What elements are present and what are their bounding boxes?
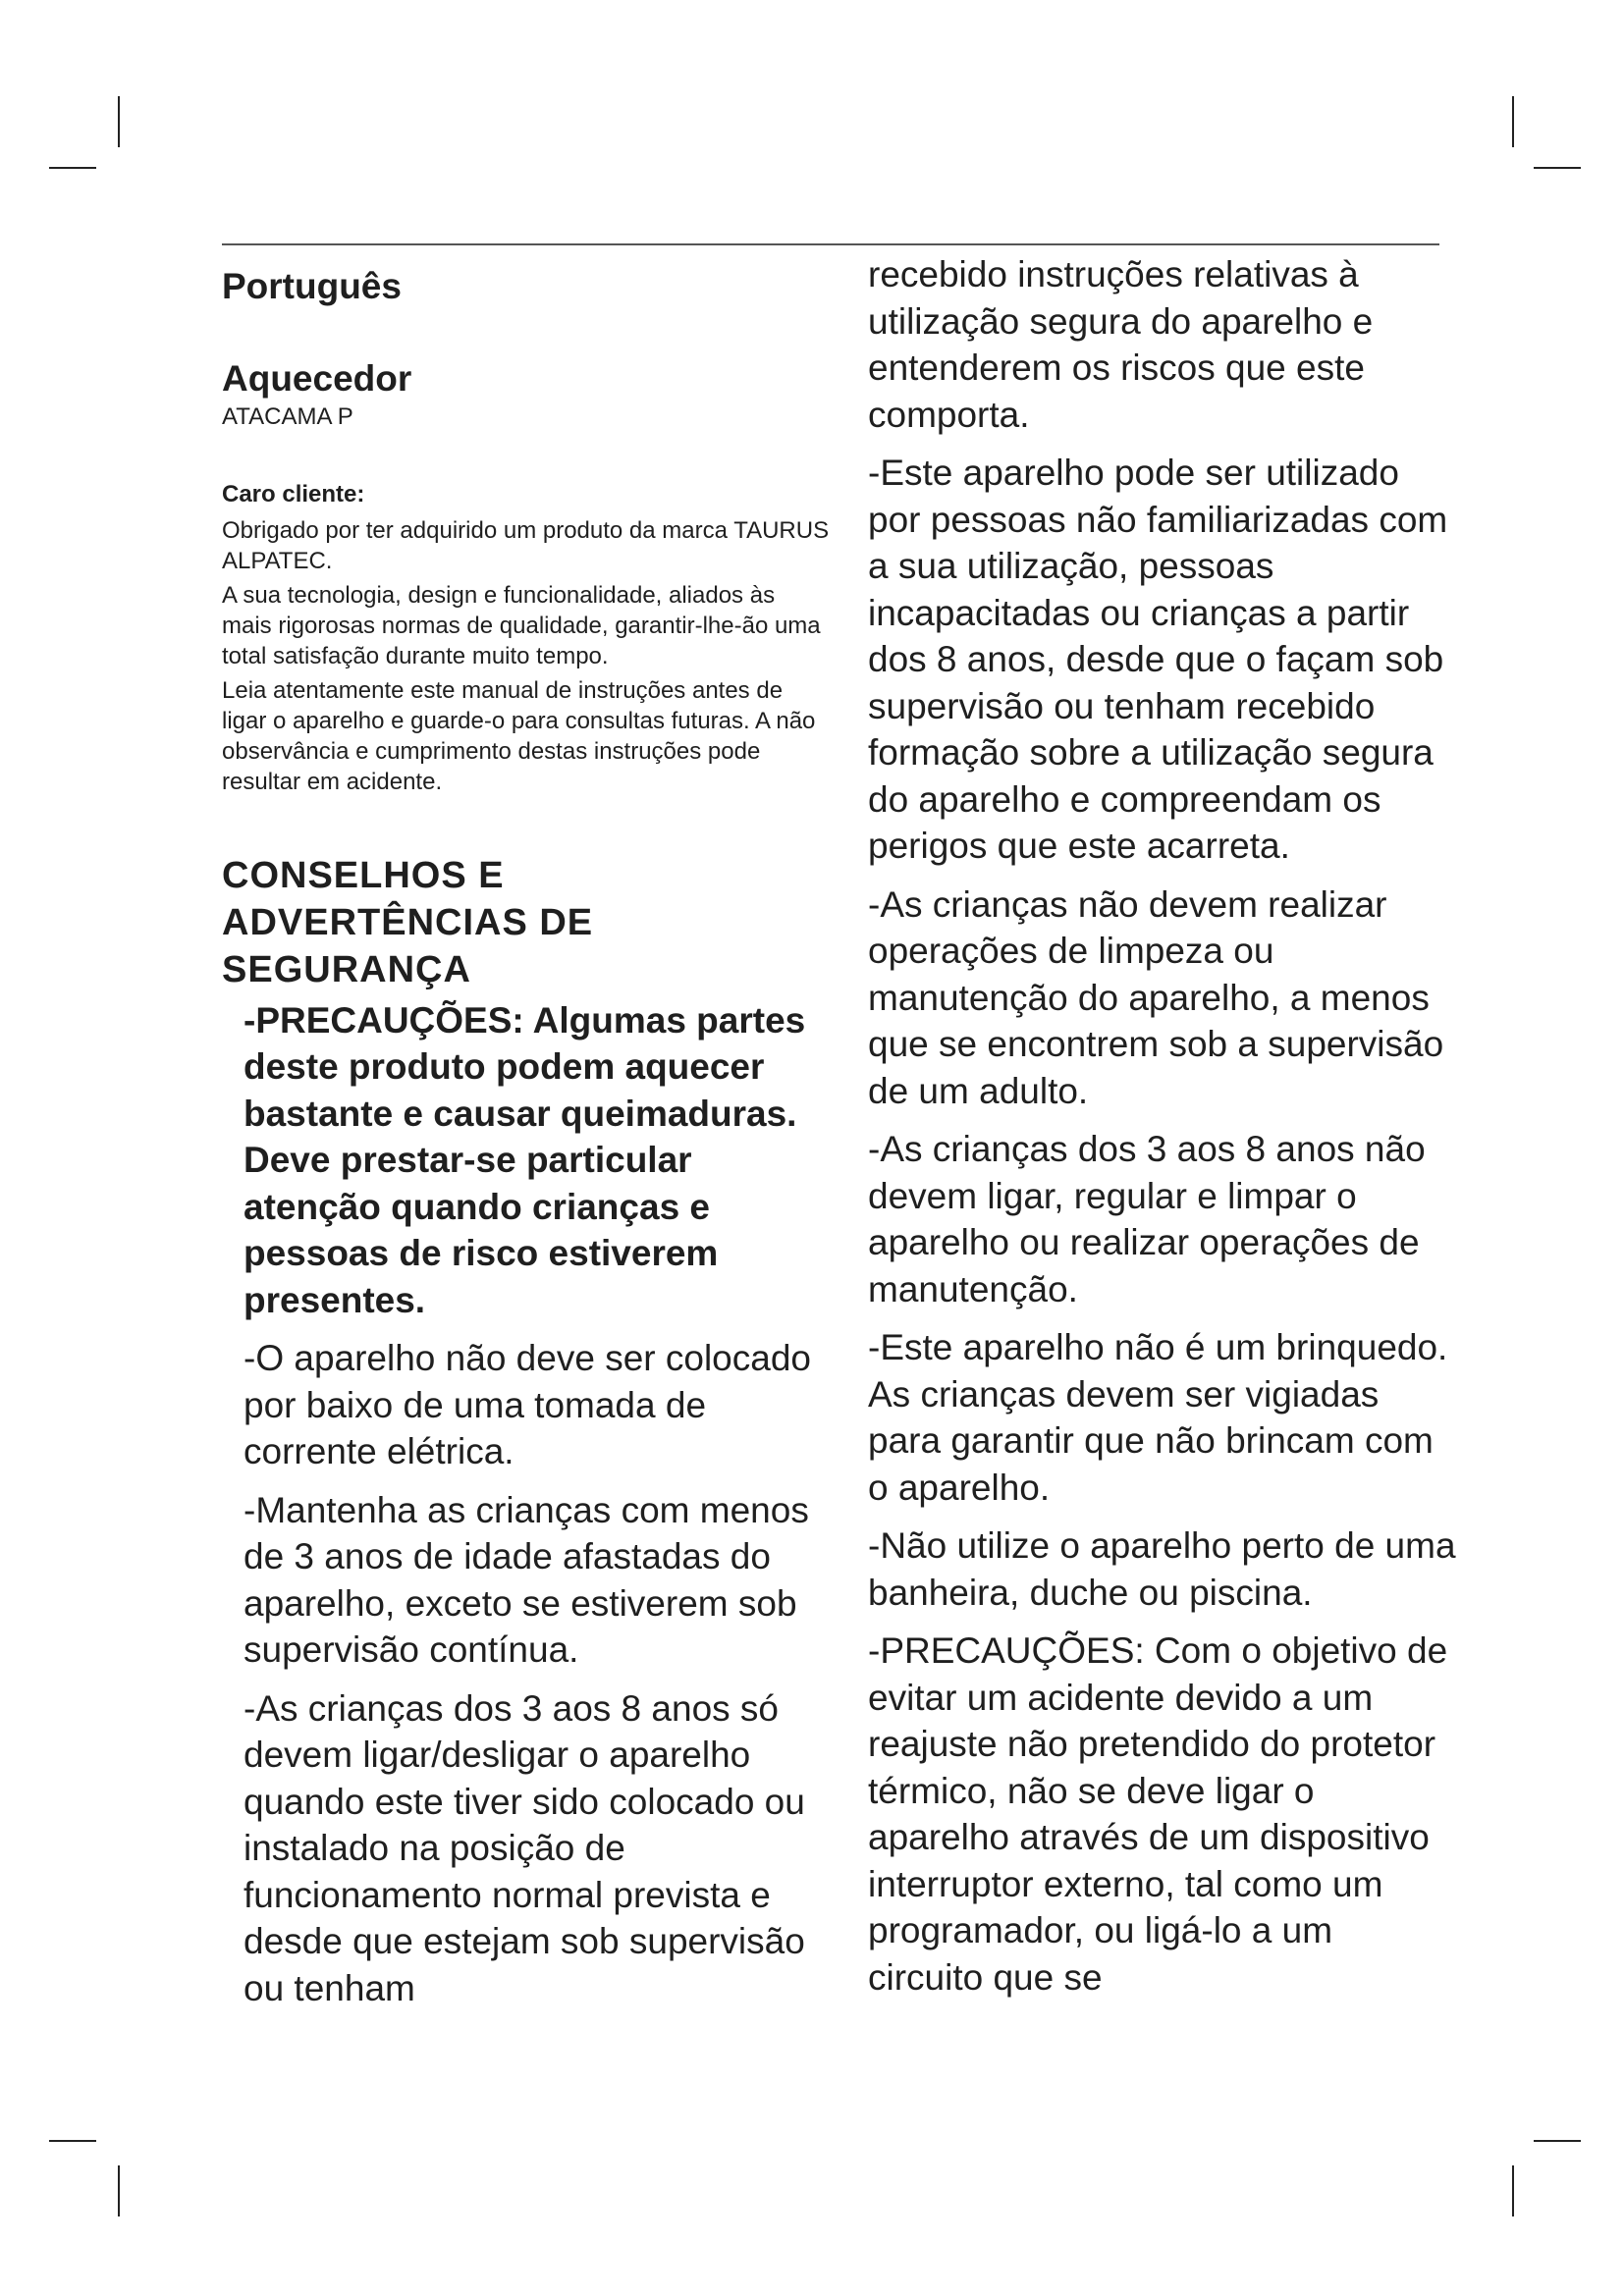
left-column	[222, 257, 831, 2023]
safety-item: -As crianças não devem realizar operações de limpeza ou manutenção do aparelho, a menos que se encontrem sob a supervisão de um adulto.	[868, 883, 1444, 1111]
crop-mark-top-right-horizontal	[1534, 167, 1581, 169]
safety-item: -As crianças dos 3 aos 8 anos só devem ligar/desligar o aparelho quando este tiver sido colocado ou instalado na posição de funcionamento normal prevista e desde que estejam sob supervisão ou tenham	[244, 1687, 805, 2008]
crop-mark-top-right-vertical	[1512, 96, 1514, 147]
crop-mark-top-left-horizontal	[49, 167, 96, 169]
safety-item: -Este aparelho pode ser utilizado por pessoas não familiarizadas com a sua utilização, pessoas incapacitadas ou crianças a partir dos 8 anos, desde que o façam sob supervisão ou tenham recebido formação sobre a utilização segura do aparelho e compreendam os perigos que este acarreta.	[868, 453, 1448, 866]
crop-mark-bottom-left-vertical	[118, 2165, 120, 2216]
safety-item: -Mantenha as crianças com menos de 3 anos de idade afastadas do aparelho, exceto se estiverem sob supervisão contínua.	[244, 1489, 809, 1671]
model-name: ATACAMA P	[222, 402, 353, 430]
crop-mark-bottom-left-horizontal	[49, 2140, 96, 2142]
crop-mark-top-left-vertical	[118, 96, 120, 147]
language-heading: Português	[222, 266, 402, 306]
safety-item: -PRECAUÇÕES: Com o objetivo de evitar um acidente devido a um reajuste não pretendido do protetor térmico, não se deve ligar o aparelho através de um dispositivo interruptor externo, tal como um programador, ou ligá-lo a um circuito que se	[868, 1630, 1448, 1998]
intro-paragraph: A sua tecnologia, design e funcionalidade, aliados às mais rigorosas normas de qualidade, garantir-lhe-ão uma total satisfação durante muito tempo.	[222, 581, 821, 669]
safety-item: -Não utilize o aparelho perto de uma banheira, duche ou piscina.	[868, 1525, 1456, 1613]
product-title: Aquecedor	[222, 358, 412, 400]
intro-paragraph: Obrigado por ter adquirido um produto da marca TAURUS ALPATEC.	[222, 516, 830, 574]
safety-item: -As crianças dos 3 aos 8 anos não devem ligar, regular e limpar o aparelho ou realizar operações de manutenção.	[868, 1129, 1426, 1309]
safety-item: recebido instruções relativas à utilização segura do aparelho e entenderem os riscos que este comporta.	[868, 254, 1374, 435]
safety-item: -PRECAUÇÕES: Algumas partes deste produto podem aquecer bastante e causar queimaduras. Deve prestar-se particular atenção quando crianças e pessoas de risco estiverem presentes.	[244, 999, 806, 1320]
intro-text	[222, 515, 831, 797]
right-column	[868, 254, 1457, 2012]
crop-mark-bottom-right-vertical	[1512, 2165, 1514, 2216]
safety-list-left	[244, 997, 833, 2012]
safety-list-right	[868, 251, 1457, 2001]
greeting: Caro cliente:	[222, 480, 365, 507]
safety-item: -Este aparelho não é um brinquedo. As crianças devem ser vigiadas para garantir que não brincam com o aparelho.	[868, 1327, 1448, 1508]
safety-item: -O aparelho não deve ser colocado por baixo de uma tomada de corrente elétrica.	[244, 1338, 811, 1472]
header-rule	[222, 243, 1439, 245]
safety-heading: CONSELHOS E ADVERTÊNCIAS DE SEGURANÇA	[222, 854, 594, 990]
crop-mark-bottom-right-horizontal	[1534, 2140, 1581, 2142]
intro-paragraph: Leia atentamente este manual de instruções antes de ligar o aparelho e guarde-o para consultas futuras. A não observância e cumprimento destas instruções pode resultar em acidente.	[222, 676, 816, 795]
